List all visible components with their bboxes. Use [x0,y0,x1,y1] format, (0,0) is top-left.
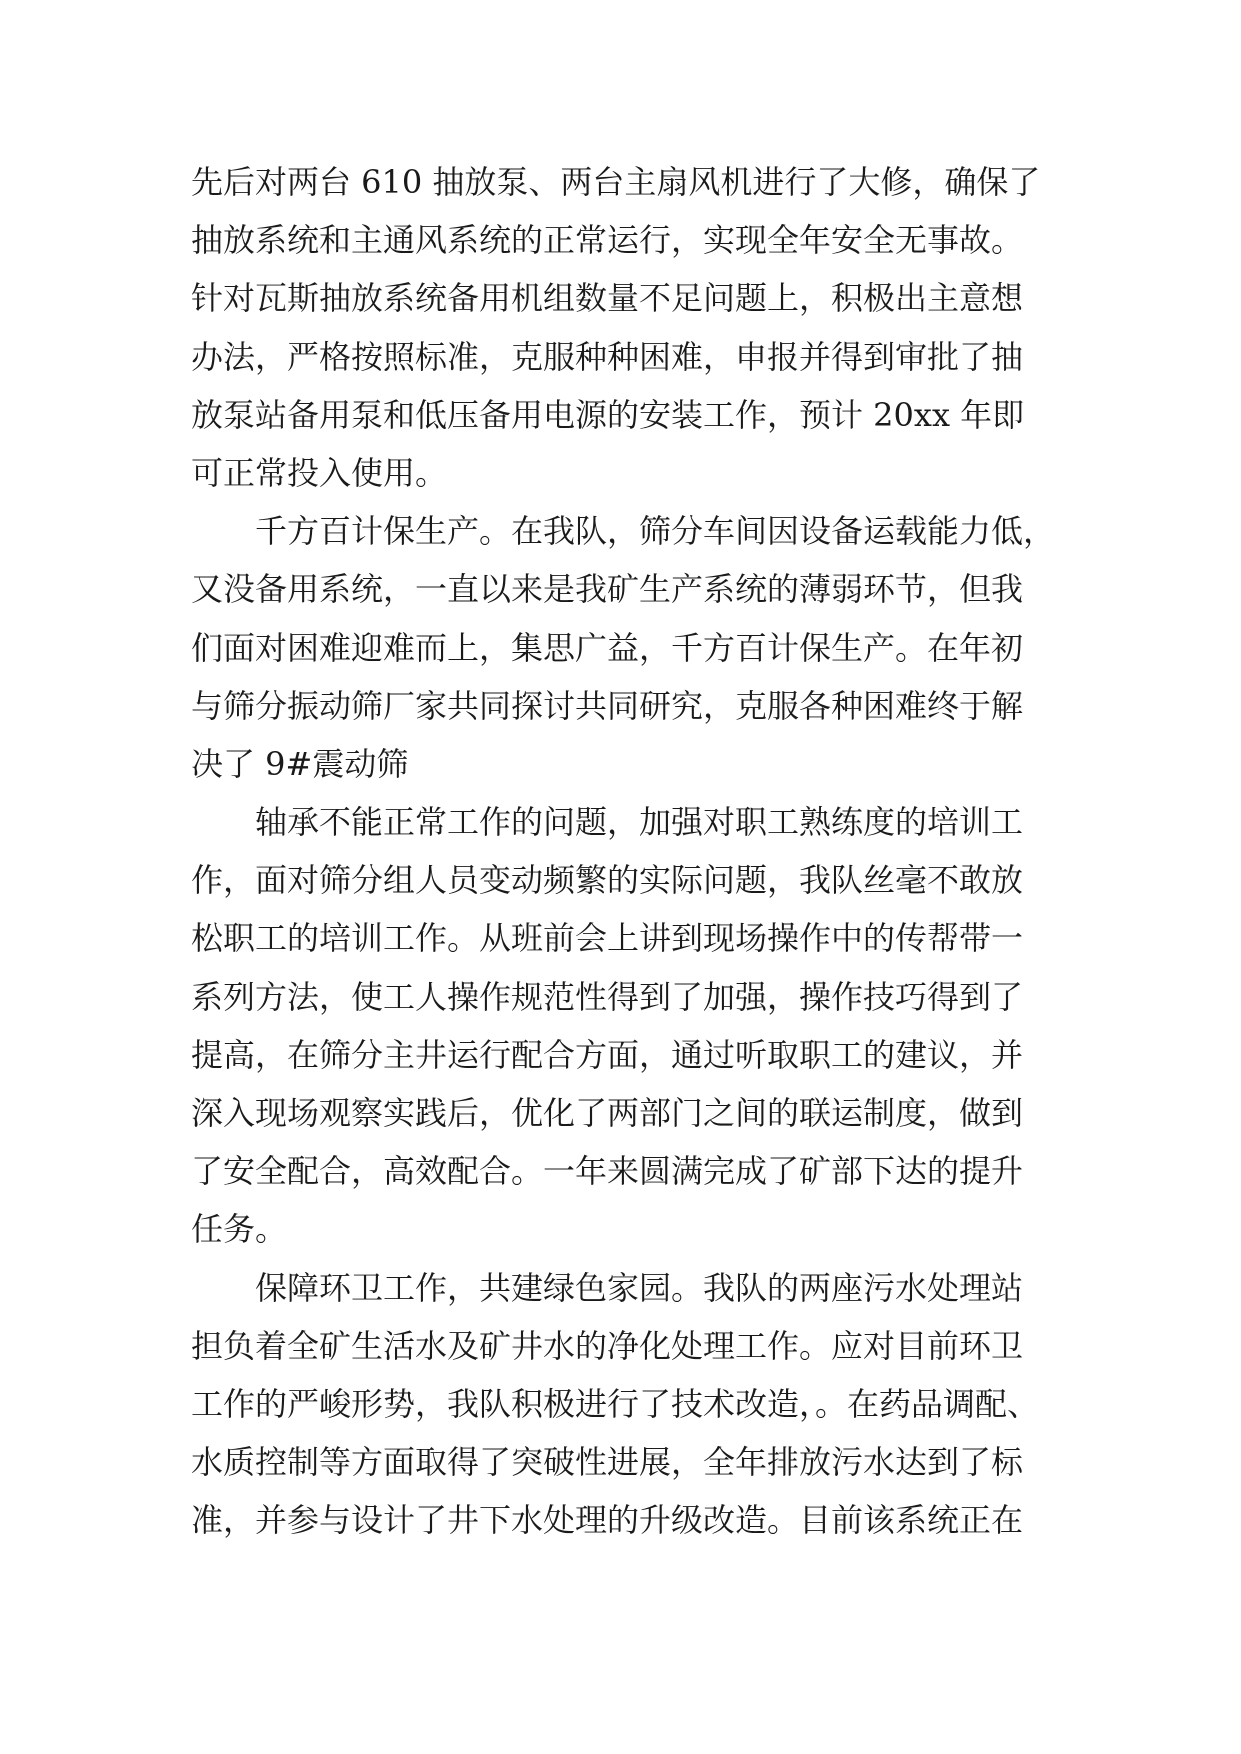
paragraph-2 [191,502,1056,793]
text-line: 担负着全矿生活水及矿井水的净化处理工作。应对目前环卫 [191,1326,1024,1365]
text-line: 任务。 [191,1210,288,1249]
text-line: 工作的严峻形势，我队积极进行了技术改造，。在药品调配、 [191,1384,1040,1423]
text-line: 抽放系统和主通风系统的正常运行，实现全年安全无事故。 [191,221,1024,260]
text-line: 可正常投入使用。 [191,453,448,492]
text-line: 与筛分振动筛厂家共同探讨共同研究，克服各种困难终于解 [191,686,1024,725]
text-line: 又没备用系统，一直以来是我矿生产系统的薄弱环节，但我 [191,570,1024,609]
text-line: 系列方法，使工人操作规范性得到了加强，操作技巧得到了 [191,977,1024,1016]
text-line: 针对瓦斯抽放系统备用机组数量不足问题上，积极出主意想 [191,279,1024,318]
text-line: 放泵站备用泵和低压备用电源的安装工作，预计 20xx 年即 [191,395,1025,434]
paragraph-4 [191,1259,1051,1550]
text-line: 们面对困难迎难而上，集思广益，千方百计保生产。在年初 [191,628,1024,667]
text-line: 千方百计保生产。在我队，筛分车间因设备运载能力低， [255,512,1056,551]
text-line: 保障环卫工作，共建绿色家园。我队的两座污水处理站 [255,1268,1024,1307]
text-line: 准，并参与设计了井下水处理的升级改造。目前该系统正在 [191,1501,1024,1540]
text-line: 先后对两台 610 抽放泵、两台主扇风机进行了大修，确保了 [191,163,1041,201]
text-line: 松职工的培训工作。从班前会上讲到现场操作中的传帮带一 [191,919,1024,958]
text-line: 水质控制等方面取得了突破性进展，全年排放污水达到了标 [191,1443,1024,1482]
text-line: 决了 9#震动筛 [191,744,409,783]
text-line: 了安全配合，高效配合。一年来圆满完成了矿部下达的提升 [191,1152,1024,1191]
text-line: 深入现场观察实践后，优化了两部门之间的联运制度，做到 [191,1094,1024,1132]
text-line: 提高，在筛分主井运行配合方面，通过听取职工的建议，并 [191,1035,1024,1074]
text-line: 作，面对筛分组人员变动频繁的实际问题，我队丝毫不敢放 [191,861,1024,900]
paragraph-3 [191,793,1051,1259]
body-text [191,153,1056,1550]
paragraph-1 [191,153,1051,502]
text-line: 办法，严格按照标准，克服种种困难，申报并得到审批了抽 [191,337,1024,376]
text-line: 轴承不能正常工作的问题，加强对职工熟练度的培训工 [255,803,1024,842]
